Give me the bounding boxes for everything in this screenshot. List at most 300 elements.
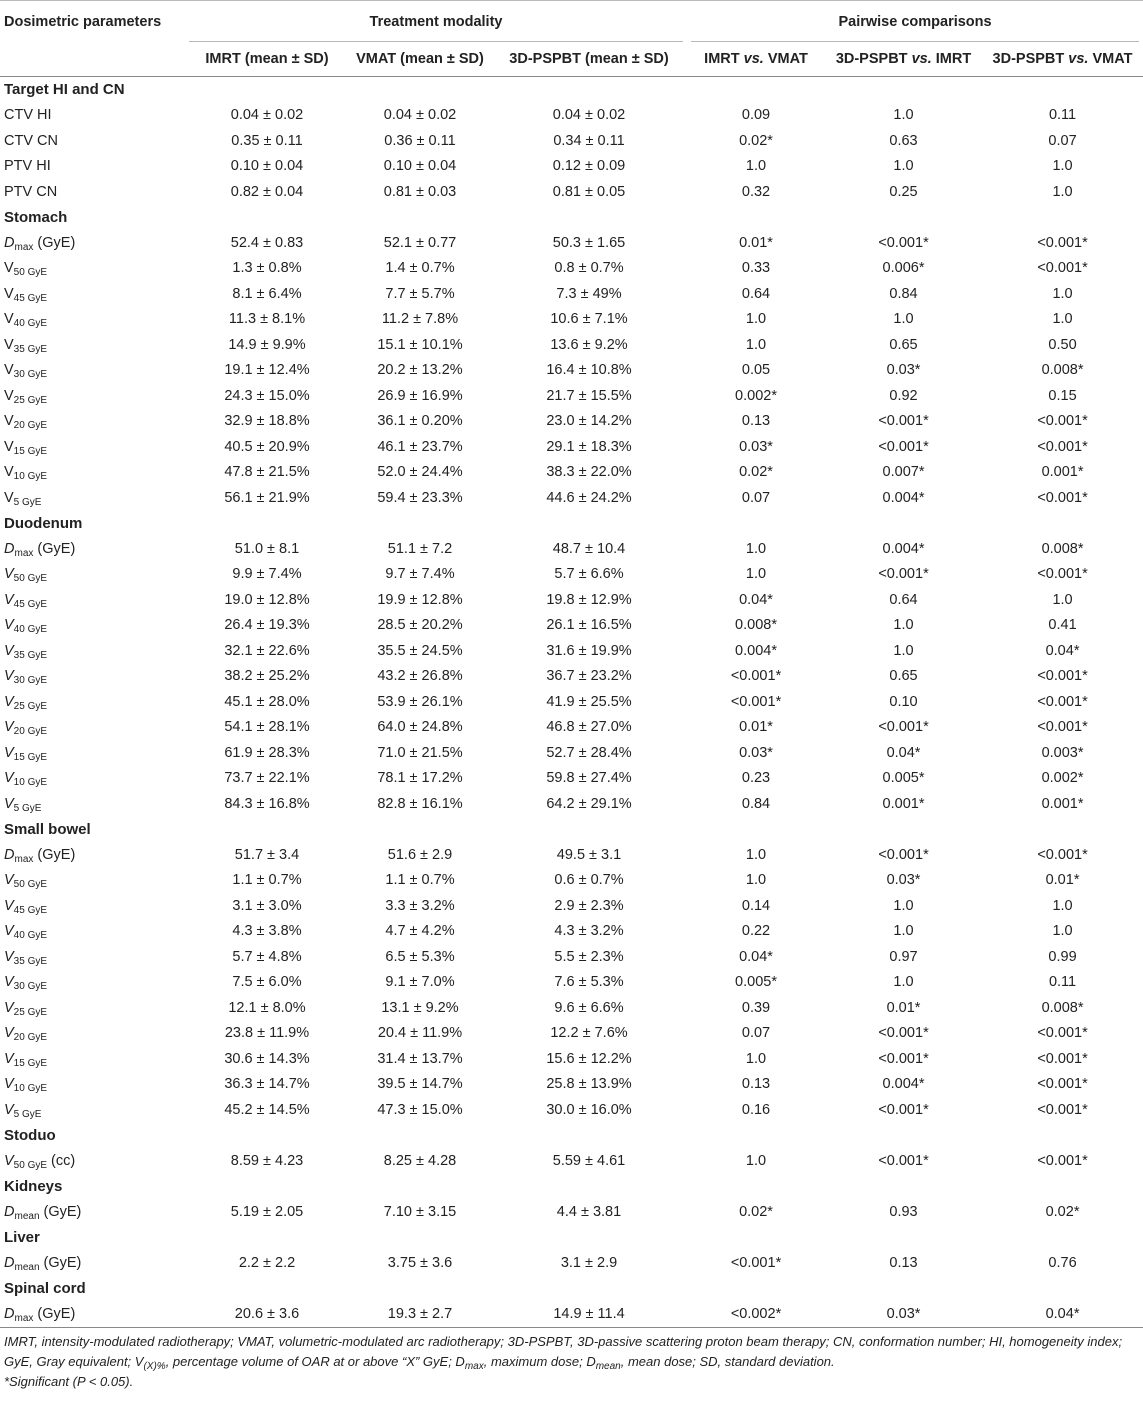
p-value-cell: 1.0 [1052, 923, 1073, 940]
p-value-cell: 0.41 [1048, 617, 1077, 634]
mean-sd-cell: 7.7 ± 5.7% [385, 285, 455, 302]
mean-sd-cell: 7.5 ± 6.0% [232, 974, 302, 991]
parameter-cell: $D_{max}$ (GyE) [0, 1301, 185, 1327]
mean-sd-cell: 6.5 ± 5.3% [385, 948, 455, 965]
table-row [0, 1199, 1143, 1225]
mean-sd-cell: 4.3 ± 3.2% [554, 923, 624, 940]
table-row [0, 715, 1143, 741]
mean-sd-cell: 44.6 ± 24.2% [546, 489, 632, 506]
table-row [0, 868, 1143, 894]
mean-sd-cell: 4.3 ± 3.8% [232, 923, 302, 940]
mean-sd-cell: 52.1 ± 0.77 [383, 234, 457, 251]
section-title: Spinal cord [4, 1279, 86, 1297]
parameter-cell: $V_{25 GyE}$ [4, 999, 48, 1018]
table-row [0, 919, 1143, 945]
table-footnotes [0, 1328, 1143, 1392]
p-value-cell: 0.97 [889, 948, 918, 965]
p-value-cell: 1.0 [893, 923, 914, 940]
p-value-cell: 0.01* [886, 999, 921, 1016]
p-value-cell: 1.0 [1052, 897, 1073, 914]
p-value-cell: <0.001* [1037, 438, 1088, 455]
table-row [0, 179, 1143, 205]
mean-sd-cell: 3.3 ± 3.2% [385, 897, 455, 914]
mean-sd-cell: 78.1 ± 17.2% [377, 770, 463, 787]
p-value-cell: 0.11 [1048, 107, 1077, 124]
p-value-cell: <0.001* [730, 1254, 782, 1271]
section-title: Liver [4, 1228, 40, 1246]
p-value-cell: 0.64 [889, 591, 918, 608]
section-title: Stoduo [4, 1126, 56, 1144]
parameter-cell: $V_{30 GyE}$ [4, 668, 48, 687]
table-row [0, 307, 1143, 333]
p-value-cell: 0.07 [741, 1025, 771, 1042]
table-row [0, 791, 1143, 817]
mean-sd-cell: 47.8 ± 21.5% [224, 464, 310, 481]
parameter-cell: $D_{max}$ (GyE) [4, 846, 76, 865]
parameter-cell: $V_{35 GyE}$ [4, 642, 48, 661]
p-value-cell: 0.04* [982, 1301, 1143, 1327]
parameter-cell: $V_{15 GyE}$ [4, 1050, 48, 1069]
p-value-cell: 0.004* [882, 489, 925, 506]
parameter-cell: $V_{35 GyE}$ [4, 948, 48, 967]
mean-sd-cell: 43.2 ± 26.8% [377, 668, 463, 685]
mean-sd-cell: 12.1 ± 8.0% [228, 999, 306, 1016]
p-value-cell: <0.001* [1037, 413, 1088, 430]
mean-sd-cell: 38.3 ± 22.0% [546, 464, 632, 481]
p-value-cell: 0.03* [739, 744, 773, 761]
p-value-cell: 0.003* [1041, 744, 1084, 761]
p-value-cell: 0.76 [1048, 1254, 1077, 1271]
mean-sd-cell: 36.1 ± 0.20% [377, 413, 463, 430]
mean-sd-cell: 30.6 ± 14.3% [224, 1050, 310, 1067]
mean-sd-cell: 48.7 ± 10.4 [552, 540, 626, 557]
mean-sd-cell: 59.4 ± 23.3% [377, 489, 463, 506]
parameter-cell: CTV CN [4, 132, 58, 149]
mean-sd-cell: 5.5 ± 2.3% [554, 948, 624, 965]
p-value-cell: 1.0 [745, 540, 767, 557]
mean-sd-cell: 31.4 ± 13.7% [377, 1050, 463, 1067]
p-value-cell: <0.001* [1037, 846, 1088, 863]
p-value-cell: <0.001* [878, 413, 929, 430]
p-value-cell: 0.14 [741, 897, 771, 914]
mean-sd-cell: 46.8 ± 27.0% [546, 719, 632, 736]
mean-sd-cell: 84.3 ± 16.8% [224, 795, 310, 812]
p-value-cell: 1.0 [745, 1050, 767, 1067]
parameter-cell: $D_{mean}$ (GyE) [4, 1203, 82, 1222]
p-value-cell: 1.0 [893, 974, 914, 991]
p-value-cell: 1.0 [1052, 591, 1073, 608]
section-title: Kidneys [4, 1177, 63, 1195]
mean-sd-cell: 52.0 ± 24.4% [377, 464, 463, 481]
mean-sd-cell: 32.9 ± 18.8% [224, 413, 310, 430]
mean-sd-cell: 0.82 ± 0.04 [230, 183, 304, 200]
table-row [0, 1097, 1143, 1123]
section-header-row [0, 817, 1143, 843]
parameter-cell: $V_{50 GyE}$ [4, 566, 48, 585]
p-value-cell: 0.005* [735, 974, 777, 991]
mean-sd-cell: 20.4 ± 11.9% [377, 1025, 463, 1042]
table-row [0, 893, 1143, 919]
table-row [0, 230, 1143, 256]
p-value-cell: <0.001* [1037, 668, 1088, 685]
parameter-cell: $V_{15 GyE}$ [4, 744, 48, 763]
mean-sd-cell: 1.3 ± 0.8% [232, 260, 302, 277]
mean-sd-cell: 30.0 ± 16.0% [546, 1101, 632, 1118]
mean-sd-cell: 19.8 ± 12.9% [546, 591, 632, 608]
mean-sd-cell: 2.2 ± 2.2 [238, 1254, 296, 1271]
mean-sd-cell: 0.36 ± 0.11 [384, 132, 456, 149]
mean-sd-cell: 3.1 ± 2.9 [560, 1254, 618, 1271]
table-row [0, 256, 1143, 282]
section-header-row [0, 1225, 1143, 1251]
p-value-cell: 0.93 [889, 1203, 918, 1220]
p-value-cell: 0.09 [741, 107, 771, 124]
p-value-cell: 1.0 [893, 158, 914, 175]
mean-sd-cell: 5.19 ± 2.05 [230, 1203, 304, 1220]
p-value-cell: 0.006* [882, 260, 925, 277]
table-row [0, 944, 1143, 970]
parameter-cell: $V_{40 GyE}$ [4, 617, 48, 636]
p-value-cell: 1.0 [893, 897, 914, 914]
parameter-cell: $V_{40 GyE}$ [4, 923, 48, 942]
parameter-cell: $D_{max}$ (GyE) [4, 234, 76, 253]
p-value-cell: 1.0 [745, 311, 767, 328]
column-header: VMAT (mean ± SD) [356, 51, 484, 67]
parameter-cell: $V_{40 GyE}$ [4, 311, 48, 330]
p-value-cell: 0.02* [739, 464, 773, 481]
parameter-cell: $V_{50 GyE}$ [4, 872, 48, 891]
mean-sd-cell: 64.0 ± 24.8% [377, 719, 463, 736]
mean-sd-cell: 5.59 ± 4.61 [552, 1152, 626, 1169]
column-header: 3D-PSPBT vs. VMAT [992, 51, 1133, 67]
table-row [0, 995, 1143, 1021]
section-header-row [0, 1123, 1143, 1149]
mean-sd-cell: 3.1 ± 3.0% [232, 897, 302, 914]
table-row [0, 1250, 1143, 1276]
p-value-cell: 0.004* [882, 540, 925, 557]
table-row [0, 587, 1143, 613]
mean-sd-cell: 4.4 ± 3.81 [556, 1203, 622, 1220]
p-value-cell: <0.001* [878, 1101, 929, 1118]
parameter-cell: $V_{50 GyE}$ [4, 260, 48, 279]
p-value-cell: <0.001* [1037, 260, 1088, 277]
parameter-cell: $V_{25 GyE}$ [4, 693, 48, 712]
mean-sd-cell: 19.0 ± 12.8% [224, 591, 310, 608]
p-value-cell: 0.25 [889, 183, 918, 200]
p-value-cell: <0.001* [878, 719, 929, 736]
mean-sd-cell: 15.1 ± 10.1% [377, 336, 463, 353]
p-value-cell: <0.001* [1037, 489, 1088, 506]
mean-sd-cell: 45.1 ± 28.0% [224, 693, 310, 710]
mean-sd-cell: 23.8 ± 11.9% [224, 1025, 310, 1042]
p-value-cell: 1.0 [745, 872, 767, 889]
mean-sd-cell: 1.1 ± 0.7% [232, 872, 302, 889]
parameter-cell: CTV HI [4, 107, 52, 124]
table-body [0, 77, 1143, 1328]
section-title: Small bowel [4, 820, 91, 838]
table-row [0, 1072, 1143, 1098]
mean-sd-cell: 13.6 ± 9.2% [550, 336, 628, 353]
mean-sd-cell: 23.0 ± 14.2% [546, 413, 632, 430]
mean-sd-cell: 51.0 ± 8.1 [234, 540, 300, 557]
p-value-cell: 0.15 [1048, 387, 1077, 404]
p-value-cell: 0.65 [889, 668, 918, 685]
mean-sd-cell: 2.9 ± 2.3% [554, 897, 624, 914]
table-row [0, 332, 1143, 358]
p-value-cell: 0.03* [739, 438, 773, 455]
mean-sd-cell: 11.2 ± 7.8% [381, 311, 459, 328]
parameter-cell: $V_{25 GyE}$ [4, 387, 48, 406]
p-value-cell: 0.02* [739, 1203, 773, 1220]
p-value-cell: <0.001* [878, 1152, 929, 1169]
mean-sd-cell: 15.6 ± 12.2% [546, 1050, 632, 1067]
table-row [0, 1046, 1143, 1072]
mean-sd-cell: 9.9 ± 7.4% [232, 566, 302, 583]
mean-sd-cell: 26.4 ± 19.3% [224, 617, 310, 634]
mean-sd-cell: 46.1 ± 23.7% [377, 438, 463, 455]
section-header-row [0, 77, 1143, 103]
header-row-groups [0, 1, 1143, 43]
p-value-cell: <0.001* [1037, 1050, 1088, 1067]
p-value-cell: 0.05 [741, 362, 771, 379]
param-header: Dosimetric parameters [4, 13, 162, 30]
p-value-cell: <0.001* [1037, 566, 1088, 583]
parameter-cell: PTV CN [4, 183, 58, 200]
mean-sd-cell: 82.8 ± 16.1% [377, 795, 463, 812]
p-value-cell: 0.01* [1045, 872, 1080, 889]
table-row [0, 842, 1143, 868]
column-header: IMRT (mean ± SD) [205, 51, 329, 67]
p-value-cell: <0.001* [878, 234, 929, 251]
mean-sd-cell: 9.7 ± 7.4% [385, 566, 455, 583]
mean-sd-cell: 26.9 ± 16.9% [377, 387, 463, 404]
p-value-cell: 0.04* [886, 744, 921, 761]
p-value-cell: 0.07 [741, 489, 771, 506]
table-row [0, 409, 1143, 435]
mean-sd-cell: 51.6 ± 2.9 [387, 846, 453, 863]
mean-sd-cell: 0.81 ± 0.03 [383, 183, 457, 200]
section-title: Stomach [4, 208, 68, 226]
p-value-cell: 0.13 [741, 1076, 771, 1093]
mean-sd-cell: 35.5 ± 24.5% [377, 642, 463, 659]
p-value-cell: 1.0 [745, 846, 767, 863]
parameter-cell: $V_{45 GyE}$ [4, 897, 48, 916]
p-value-cell: 0.03* [825, 1301, 982, 1327]
parameter-cell: $V_{15 GyE}$ [4, 438, 48, 457]
p-value-cell: 0.65 [889, 336, 918, 353]
mean-sd-cell: 28.5 ± 20.2% [377, 617, 463, 634]
p-value-cell: 1.0 [1052, 183, 1073, 200]
p-value-cell: 0.001* [1041, 464, 1084, 481]
mean-sd-cell: 59.8 ± 27.4% [546, 770, 632, 787]
column-header: 3D-PSPBT (mean ± SD) [509, 51, 669, 67]
p-value-cell: 1.0 [745, 1152, 767, 1169]
mean-sd-cell: 25.8 ± 13.9% [546, 1076, 632, 1093]
p-value-cell: 0.99 [1048, 948, 1077, 965]
section-title: Duodenum [4, 514, 83, 532]
p-value-cell: 0.22 [741, 923, 771, 940]
p-value-cell: 0.16 [741, 1101, 771, 1118]
mean-sd-cell: 7.3 ± 49% [556, 285, 622, 302]
table-row [0, 358, 1143, 384]
p-value-cell: 0.002* [1041, 770, 1084, 787]
mean-sd-cell: 5.7 ± 4.8% [232, 948, 302, 965]
parameter-cell: $V_{20 GyE}$ [4, 1025, 48, 1044]
p-value-cell: 0.01* [739, 234, 773, 251]
mean-sd-cell: 0.8 ± 0.7% [554, 260, 624, 277]
param-header-spacer [0, 42, 185, 77]
parameter-cell: $V_{45 GyE}$ [4, 285, 48, 304]
table-row [0, 485, 1143, 511]
p-value-cell: 0.23 [741, 770, 771, 787]
mean-sd-cell: 14.9 ± 11.4 [491, 1301, 687, 1327]
parameter-cell: $D_{max}$ (GyE) [4, 540, 76, 559]
parameter-cell: PTV HI [4, 158, 51, 175]
mean-sd-cell: 8.59 ± 4.23 [230, 1152, 304, 1169]
p-value-cell: 0.39 [741, 999, 771, 1016]
mean-sd-cell: 24.3 ± 15.0% [224, 387, 310, 404]
p-value-cell: 0.03* [886, 362, 921, 379]
table-row [0, 613, 1143, 639]
table-row [0, 740, 1143, 766]
pairwise-comparisons-header: Pairwise comparisons [687, 1, 1143, 43]
mean-sd-cell: 39.5 ± 14.7% [377, 1076, 463, 1093]
mean-sd-cell: 10.6 ± 7.1% [550, 311, 628, 328]
abbreviations-note: IMRT, intensity-modulated radiotherapy; VMAT, volumetric-modulated arc radiotherapy; 3D-PSPBT, 3D-passive scattering proton beam therapy; CN, conformation number; HI, homogeneity index; GyE, Gray equivalent; $V_{(X)\%}$, percentage volume of OAR at or above “X” GyE; $D_{max}$, maximum dose; $D_{mean}$, mean dose; SD, standard deviation. [4, 1333, 1123, 1372]
p-value-cell: 0.32 [741, 183, 771, 200]
significance-note: *Significant (P < 0.05). [4, 1373, 134, 1389]
mean-sd-cell: 49.5 ± 3.1 [556, 846, 622, 863]
mean-sd-cell: 36.7 ± 23.2% [546, 668, 632, 685]
p-value-cell: 0.002* [735, 387, 777, 404]
mean-sd-cell: 36.3 ± 14.7% [224, 1076, 310, 1093]
p-value-cell: 0.33 [741, 260, 771, 277]
mean-sd-cell: 31.6 ± 19.9% [546, 642, 632, 659]
parameter-cell: $V_{20 GyE}$ [4, 719, 48, 738]
p-value-cell: 0.001* [882, 795, 925, 812]
mean-sd-cell: 3.75 ± 3.6 [387, 1254, 453, 1271]
mean-sd-cell: 0.6 ± 0.7% [554, 872, 624, 889]
p-value-cell: 0.04* [1045, 642, 1080, 659]
mean-sd-cell: 0.04 ± 0.02 [230, 107, 304, 124]
table-row [0, 689, 1143, 715]
p-value-cell: <0.001* [1037, 234, 1088, 251]
p-value-cell: 0.63 [889, 132, 918, 149]
mean-sd-cell: 5.7 ± 6.6% [554, 566, 624, 583]
mean-sd-cell: 52.4 ± 0.83 [230, 234, 304, 251]
table-row [0, 766, 1143, 792]
p-value-cell: <0.001* [878, 846, 929, 863]
p-value-cell: 1.0 [1052, 158, 1073, 175]
table-row [0, 154, 1143, 180]
p-value-cell: 0.008* [735, 617, 777, 634]
p-value-cell: 0.02* [739, 132, 773, 149]
mean-sd-cell: 53.9 ± 26.1% [377, 693, 463, 710]
p-value-cell: 0.004* [735, 642, 777, 659]
mean-sd-cell: 45.2 ± 14.5% [224, 1101, 310, 1118]
mean-sd-cell: 16.4 ± 10.8% [546, 362, 632, 379]
table-row [0, 562, 1143, 588]
parameter-cell: $V_{35 GyE}$ [4, 336, 48, 355]
mean-sd-cell: 14.9 ± 9.9% [228, 336, 306, 353]
mean-sd-cell: 0.04 ± 0.02 [552, 107, 626, 124]
mean-sd-cell: 26.1 ± 16.5% [546, 617, 632, 634]
mean-sd-cell: 54.1 ± 28.1% [224, 719, 310, 736]
mean-sd-cell: 51.7 ± 3.4 [234, 846, 300, 863]
mean-sd-cell: 0.12 ± 0.09 [552, 158, 626, 175]
p-value-cell: <0.001* [1037, 1152, 1088, 1169]
p-value-cell: <0.002* [687, 1301, 825, 1327]
p-value-cell: 0.005* [882, 770, 925, 787]
section-header-row [0, 1276, 1143, 1302]
p-value-cell: 0.10 [889, 693, 918, 710]
p-value-cell: <0.001* [878, 438, 929, 455]
mean-sd-cell: 50.3 ± 1.65 [552, 234, 626, 251]
p-value-cell: 0.001* [1041, 795, 1084, 812]
p-value-cell: 0.04* [739, 591, 773, 608]
column-header: IMRT vs. VMAT [704, 51, 808, 67]
parameter-cell: $V_{10 GyE}$ [4, 464, 48, 483]
parameter-cell: $V_{30 GyE}$ [4, 362, 48, 381]
treatment-modality-header: Treatment modality [185, 1, 687, 43]
mean-sd-cell: 47.3 ± 15.0% [377, 1101, 463, 1118]
table-row [0, 664, 1143, 690]
mean-sd-cell: 0.35 ± 0.11 [231, 132, 303, 149]
parameter-cell: $D_{mean}$ (GyE) [4, 1254, 82, 1273]
mean-sd-cell: 0.10 ± 0.04 [230, 158, 304, 175]
p-value-cell: <0.001* [878, 1050, 929, 1067]
parameter-cell: $V_{5 GyE}$ [4, 795, 42, 814]
mean-sd-cell: 19.3 ± 2.7 [349, 1301, 491, 1327]
p-value-cell: 1.0 [745, 566, 767, 583]
p-value-cell: 0.92 [889, 387, 918, 404]
mean-sd-cell: 56.1 ± 21.9% [224, 489, 310, 506]
mean-sd-cell: 20.6 ± 3.6 [185, 1301, 349, 1327]
parameter-cell: $V_{5 GyE}$ [4, 489, 42, 508]
mean-sd-cell: 7.10 ± 3.15 [383, 1203, 457, 1220]
p-value-cell: 0.50 [1048, 336, 1077, 353]
p-value-cell: 1.0 [1052, 285, 1073, 302]
table-row [0, 281, 1143, 307]
mean-sd-cell: 7.6 ± 5.3% [554, 974, 624, 991]
section-header-row [0, 1174, 1143, 1200]
p-value-cell: 0.11 [1048, 974, 1077, 991]
mean-sd-cell: 12.2 ± 7.6% [550, 1025, 628, 1042]
mean-sd-cell: 8.1 ± 6.4% [232, 285, 302, 302]
mean-sd-cell: 41.9 ± 25.5% [546, 693, 632, 710]
mean-sd-cell: 20.2 ± 13.2% [377, 362, 463, 379]
parameter-cell: $V_{45 GyE}$ [4, 591, 48, 610]
p-value-cell: <0.001* [1037, 1025, 1088, 1042]
p-value-cell: 1.0 [893, 107, 914, 124]
mean-sd-cell: 0.34 ± 0.11 [553, 132, 625, 149]
p-value-cell: 1.0 [893, 642, 914, 659]
mean-sd-cell: 40.5 ± 20.9% [224, 438, 310, 455]
parameter-cell: $V_{10 GyE}$ [4, 770, 48, 789]
mean-sd-cell: 1.1 ± 0.7% [385, 872, 455, 889]
p-value-cell: 0.84 [889, 285, 918, 302]
p-value-cell: 1.0 [745, 158, 767, 175]
mean-sd-cell: 73.7 ± 22.1% [224, 770, 310, 787]
table-row [0, 460, 1143, 486]
mean-sd-cell: 8.25 ± 4.28 [383, 1152, 457, 1169]
p-value-cell: <0.001* [1037, 719, 1088, 736]
mean-sd-cell: 32.1 ± 22.6% [224, 642, 310, 659]
mean-sd-cell: 29.1 ± 18.3% [546, 438, 632, 455]
mean-sd-cell: 0.81 ± 0.05 [552, 183, 626, 200]
table-row [0, 536, 1143, 562]
mean-sd-cell: 1.4 ± 0.7% [385, 260, 455, 277]
